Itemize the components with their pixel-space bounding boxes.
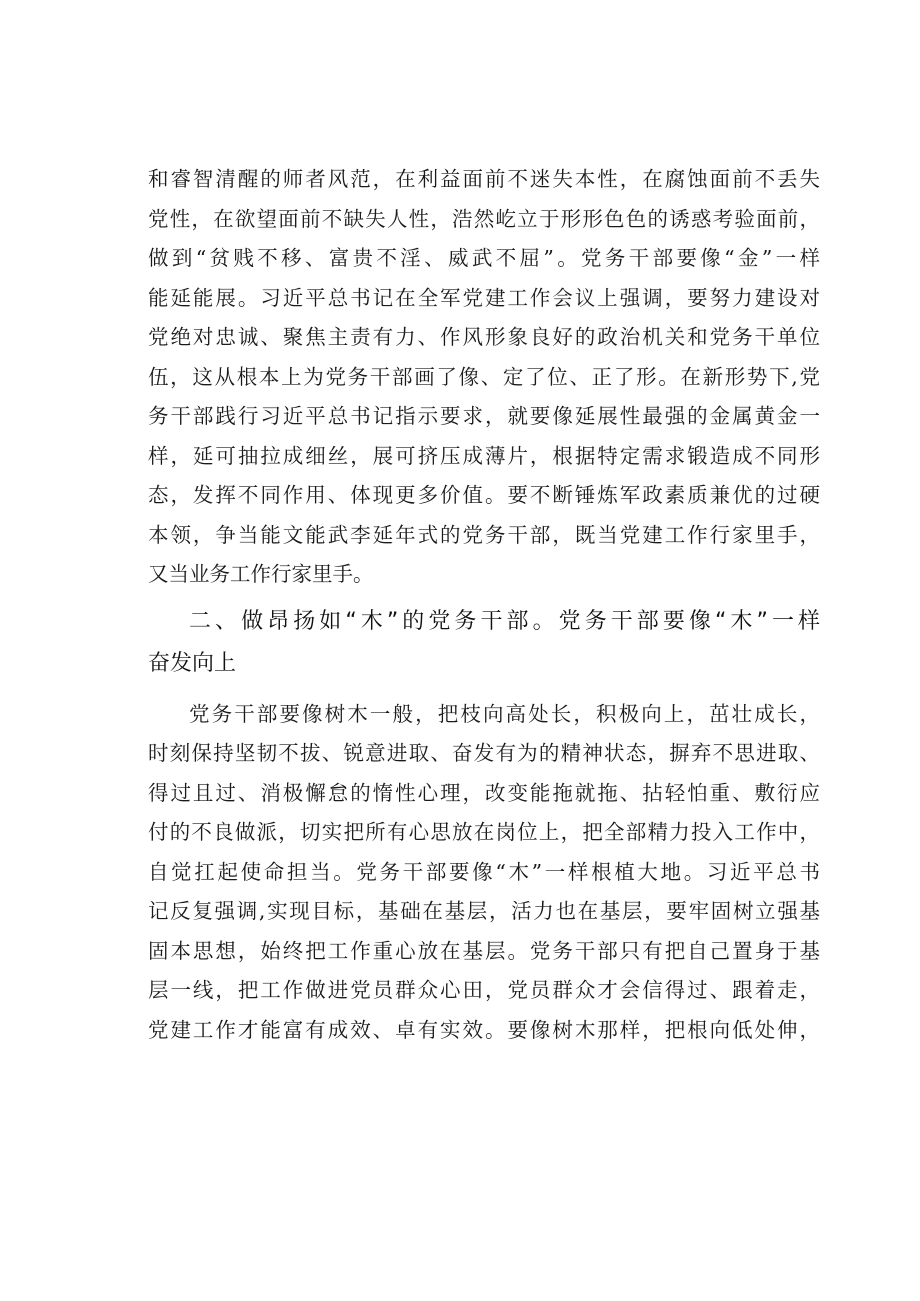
section-heading bbox=[148, 601, 820, 685]
paragraph-line: 样，延可抽拉成细丝，展可挤压成薄片，根据特定需求锻造成不同形 bbox=[148, 443, 820, 468]
section-heading-line: 二、做昂扬如“木”的党务干部。党务干部要像“木”一样 bbox=[189, 608, 820, 634]
paragraph-line: 本领，争当能文能武李延年式的党务干部，既当党建工作行家里手， bbox=[148, 522, 820, 547]
paragraph-line: 固本思想，始终把工作重心放在基层。党务干部只有把自己置身于基 bbox=[148, 938, 820, 963]
paragraph-line: 自觉扛起使命担当。党务干部要像“木”一样根植大地。习近平总书 bbox=[148, 859, 820, 884]
paragraph-line: 做到“贫贱不移、富贵不淫、威武不屈”。党务干部要像“金”一样 bbox=[148, 246, 820, 270]
paragraph-line: 态，发挥不同作用、体现更多价值。要不断锤炼军政素质兼优的过硬 bbox=[148, 483, 820, 507]
paragraph-line: 记反复强调,实现目标，基础在基层，活力也在基层，要牢固树立强基 bbox=[148, 899, 820, 923]
paragraph-line: 党建工作才能富有成效、卓有实效。要像树木那样，把根向低处伸， bbox=[148, 1017, 820, 1042]
paragraph-line: 党绝对忠诚、聚焦主责有力、作风形象良好的政治机关和党务干单位 bbox=[148, 325, 820, 349]
paragraph-line: 又当业务工作行家里手。 bbox=[148, 562, 374, 586]
paragraph-line: 付的不良做派，切实把所有心思放在岗位上，把全部精力投入工作中， bbox=[148, 820, 820, 844]
paragraph-line: 时刻保持坚韧不拔、锐意进取、奋发有为的精神状态，摒弃不思进取、 bbox=[148, 741, 820, 765]
paragraph-line: 伍，这从根本上为党务干部画了像、定了位、正了形。在新形势下,党 bbox=[148, 364, 820, 389]
paragraph-line: 党性，在欲望面前不缺失人性，浩然屹立于形形色色的诱惑考验面前， bbox=[148, 206, 820, 231]
paragraph-line: 党务干部要像树木一般，把枝向高处长，积极向上，茁壮成长， bbox=[189, 701, 820, 726]
paragraph-line: 得过且过、消极懈怠的惰性心理，改变能拖就拖、拈轻怕重、敷衍应 bbox=[148, 780, 820, 805]
paragraph-metal bbox=[148, 160, 820, 595]
paragraph-line: 和睿智清醒的师者风范，在利益面前不迷失本性，在腐蚀面前不丢失 bbox=[148, 167, 820, 191]
paragraph-line: 务干部践行习近平总书记指示要求，就要像延展性最强的金属黄金一 bbox=[148, 404, 820, 428]
paragraph-line: 层一线，把工作做进党员群众心田，党员群众才会信得过、跟着走， bbox=[148, 978, 820, 1002]
document-body bbox=[148, 160, 820, 1050]
paragraph-line: 能延能展。习近平总书记在全军党建工作会议上强调，要努力建设对 bbox=[148, 285, 820, 310]
paragraph-wood bbox=[148, 695, 820, 1051]
section-heading-line: 奋发向上 bbox=[148, 650, 237, 676]
